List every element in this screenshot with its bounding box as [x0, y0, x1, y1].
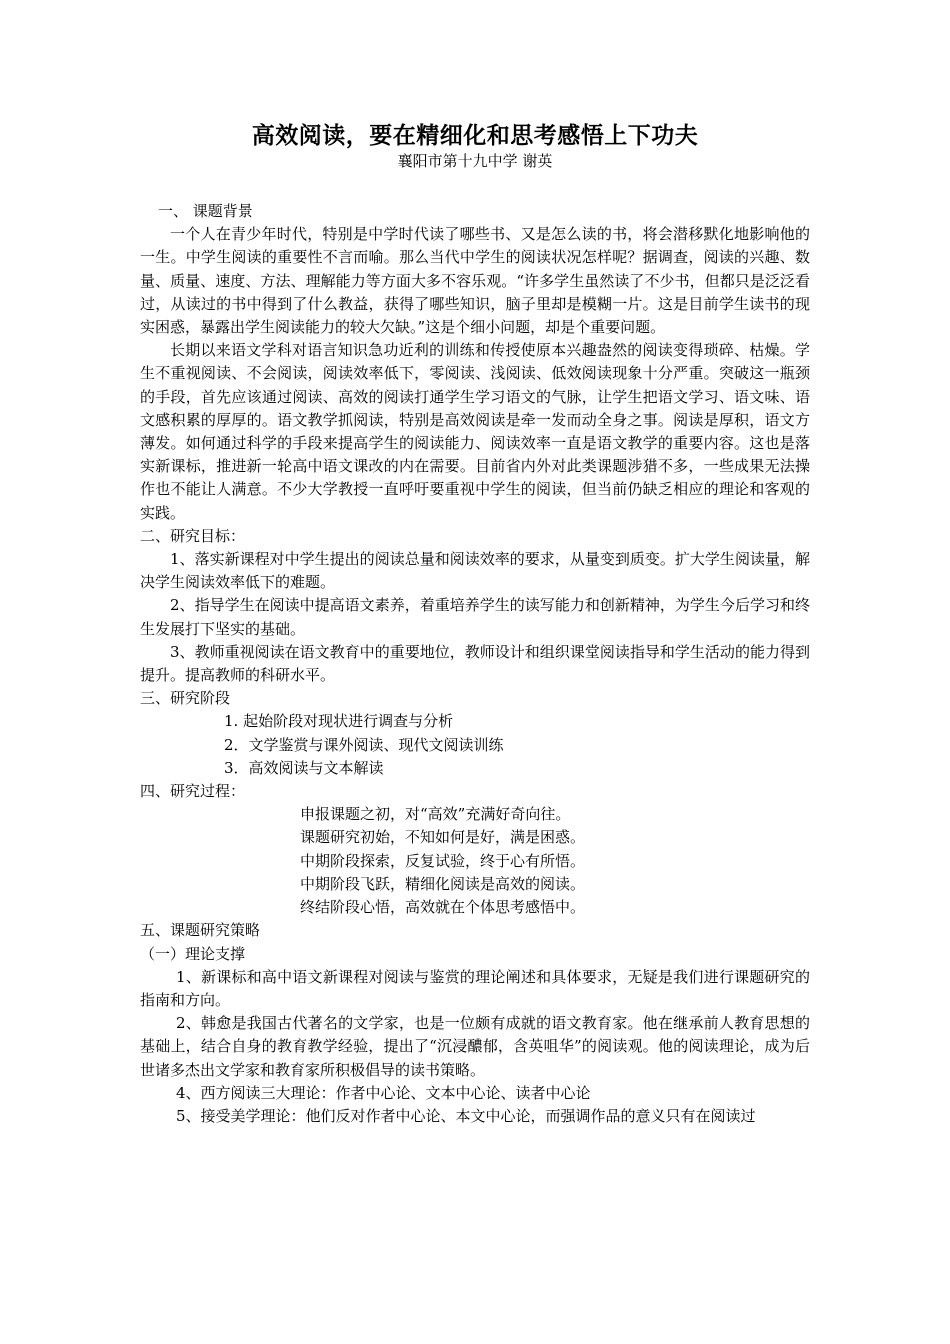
section-4-heading: 四、研究过程：	[140, 782, 246, 801]
section-5-item: 1、新课标和高中语文新课程对阅读与鉴赏的理论阐述和具体要求，无疑是我们进行课题研究的指南和方向。	[140, 967, 810, 1009]
section-4-item: 中期阶段飞跃，精细化阅读是高效的阅读。	[300, 874, 586, 893]
section-5-item: 2、韩愈是我国古代著名的文学家，也是一位颇有成就的语文教育家。他在继承前人教育思想的基础上，结合自身的教育教学经验，提出了“沉浸醲郁，含英咀华”的阅读观。他的阅读理论，成为后世诸多杰出文学家和教育家所积极倡导的读书策略。	[140, 1014, 810, 1079]
section-2-heading: 二、研究目标：	[140, 526, 246, 545]
section-2-item: 1、落实新课程对中学生提出的阅读总量和阅读效率的要求，从量变到质变。扩大学生阅读量，解决学生阅读效率低下的难题。	[140, 550, 810, 592]
section-3-item: 3．高效阅读与文本解读	[224, 758, 384, 777]
section-3-item: 2．文学鉴赏与课外阅读、现代文阅读训练	[224, 735, 504, 754]
section-1-paragraph-1: 一个人在青少年时代，特别是中学时代读了哪些书、又是怎么读的书，将会潜移默化地影响他的一生。中学生阅读的重要性不言而喻。那么当代中学生的阅读状况怎样呢？据调查，阅读的兴趣、数量、质量、速度、方法、理解能力等方面大多不容乐观。“许多学生虽然读了不少书，但都只是泛泛看过，从读过的书中得到了什么教益，获得了哪些知识，脑子里却是模糊一片。这是目前学生读书的现实困惑，暴露出学生阅读能力的较大欠缺。”这是个细小问题，却是个重要问题。	[140, 225, 810, 337]
document-author: 襄阳市第十九中学 谢英	[397, 152, 553, 170]
document-body	[140, 200, 810, 1128]
section-2-item: 3、教师重视阅读在语文教育中的重要地位，教师设计和组织课堂阅读指导和学生活动的能力得到提升。提高教师的科研水平。	[140, 642, 810, 685]
section-4-item: 课题研究初始，不知如何是好，满是困惑。	[300, 828, 586, 847]
document-title: 高效阅读，要在精细化和思考感悟上下功夫	[251, 123, 699, 149]
section-4-item: 申报课题之初，对“高效”充满好奇向往。	[300, 805, 571, 824]
section-4-item: 终结阶段心悟，高效就在个体思考感悟中。	[300, 898, 586, 917]
section-2-item: 2、指导学生在阅读中提高语文素养，着重培养学生的读写能力和创新精神，为学生今后学习和终生发展打下坚实的基础。	[140, 596, 810, 638]
section-5-heading: 五、课题研究策略	[140, 921, 261, 940]
section-3-item: 1. 起始阶段对现状进行调查与分析	[224, 712, 454, 731]
section-4-item: 中期阶段探索，反复试验，终于心有所悟。	[300, 851, 586, 870]
section-1-paragraph-2: 长期以来语文学科对语言知识急功近利的训练和传授使原本兴趣盎然的阅读变得琐碎、枯燥。学生不重视阅读、不会阅读，阅读效率低下，零阅读、浅阅读、低效阅读现象十分严重。突破这一瓶颈的手段，首先应该通过阅读、高效的阅读打通学生学习语文的气脉，让学生把语文学习、语文味、语文感积累的厚厚的。语文教学抓阅读，特别是高效阅读是牵一发而动全身之事。阅读是厚积，语文方薄发。如何通过科学的手段来提高学生的阅读能力、阅读效率一直是语文教学的重要内容。这也是落实新课标，推进新一轮高中语文课改的内在需要。目前省内外对此类课题涉猎不多，一些成果无法操作也不能让人满意。不少大学教授一直呼吁要重视中学生的阅读，但当前仍缺乏相应的理论和客观的实践。	[140, 341, 810, 522]
section-1-heading: 一、 课题背景	[158, 202, 253, 220]
section-3-heading: 三、研究阶段	[140, 689, 231, 708]
section-5-item: 4、西方阅读三大理论：作者中心论、文本中心论、读者中心论	[176, 1083, 591, 1102]
section-5-subheading: （一）理论支撑	[140, 944, 246, 963]
section-5-item: 5、接受美学理论：他们反对作者中心论、本文中心论，而强调作品的意义只有在阅读过	[176, 1106, 756, 1125]
